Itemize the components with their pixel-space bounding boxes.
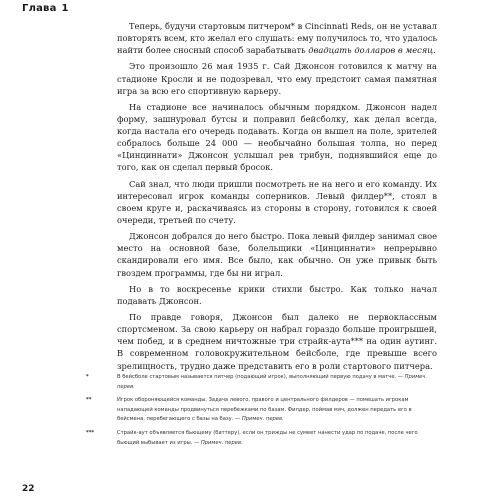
emphasis-text: двадцать долларов в месяц. [308, 45, 436, 56]
footnote-attribution: Примеч. перев. [117, 374, 428, 390]
footnote-mark: * [86, 374, 89, 380]
footnote-body: Страйк-аут объявляется бьющему (баттеру), если он трижды не сумеет нанести удар по подаче, после чего бьющий выбывает из игры. — [117, 429, 418, 446]
footnote-text [117, 429, 438, 448]
footnote-text [117, 396, 438, 425]
footnote-body: В бейсболе стартовым называется питчер (подающий игрок), выполняющий первую подачу в матче. — [117, 374, 405, 380]
paragraph-text: Теперь, будучи стартовым питчером* в Cincinnati Reds, он не уставал повторять всем, кто желал его слушать: ему получилось то, что удалось найти более сносный способ зарабатывать [117, 21, 437, 56]
body-text [117, 20, 437, 376]
page-number: 22 [22, 484, 35, 494]
footnote [86, 373, 438, 392]
footnotes [86, 373, 438, 452]
footnote-attribution: Примеч. перев. [200, 439, 243, 446]
footnote [86, 429, 438, 448]
footnote-mark: *** [86, 429, 95, 436]
paragraph [117, 20, 437, 56]
footnote-text [117, 373, 438, 392]
paragraph: Сай знал, что люди пришли посмотреть не на него и его команду. Их интересовал игрок команды соперников. Левый филдер**, стоял в своем круге и, раскачиваясь из стороны в сторону, готовился к своей очереди, третьей по счету. [117, 178, 437, 225]
footnote-attribution: Примеч. перев. [241, 416, 284, 423]
paragraph: На стадионе все начиналось обычным порядком. Джонсон надел форму, зашнуровал бутсы и поправил бейсболку, как делал всегда, когда настала его очередь подавать. Когда он вышел на поле, зрителей собралось больше 24 000 — необычайно большая толпа, но перед «Цинциннати» Джонсон услышал рев трибун, поднявшийся еще до того, как он сделал первый бросок. [117, 101, 437, 173]
footnote-mark: ** [86, 397, 92, 404]
footnote [86, 396, 438, 425]
running-head [22, 3, 69, 14]
footnote-body: Игрок обороняющейся команды. Задача левого, правого и центрального филдеров — помешать игрокам нападающей команды продвинуться перебежками по базам. Филдер, поймав мяч, должен передать его в бейсмена, перебегающего с базы на базу. — [117, 397, 412, 423]
paragraph: Но в то воскресенье крики стихли быстро. Как только начал подавать Джонсон. [117, 283, 437, 306]
paragraph: По правде говоря, Джонсон был далеко не первоклассным спортсменом. За свою карьеру он набрал гораздо больше проигрышей, чем побед, и в среднем ничтожные три страйк-аута*** на один аутинг. В современном головокружительном бейсболе, где превыше всего зрелищность, трудно даже представить его в роли стартового питчера. [117, 312, 437, 371]
chapter-label: Глава [22, 3, 57, 14]
chapter-number: 1 [61, 3, 69, 14]
paragraph: Это произошло 26 мая 1935 г. Сай Джонсон готовился к матчу на стадионе Кросли и не подозревал, что ему предстоит самая памятная игра за всю его спортивную карьеру. [117, 61, 437, 96]
paragraph: Джонсон добрался до него быстро. Пока левый филдер занимал свое место на основной базе, болельщики «Цинциннати» непрерывно скандировали его имя. Все было, как обычно. Он уже привык быть гвоздем программы, где бы ни играл. [117, 231, 437, 278]
